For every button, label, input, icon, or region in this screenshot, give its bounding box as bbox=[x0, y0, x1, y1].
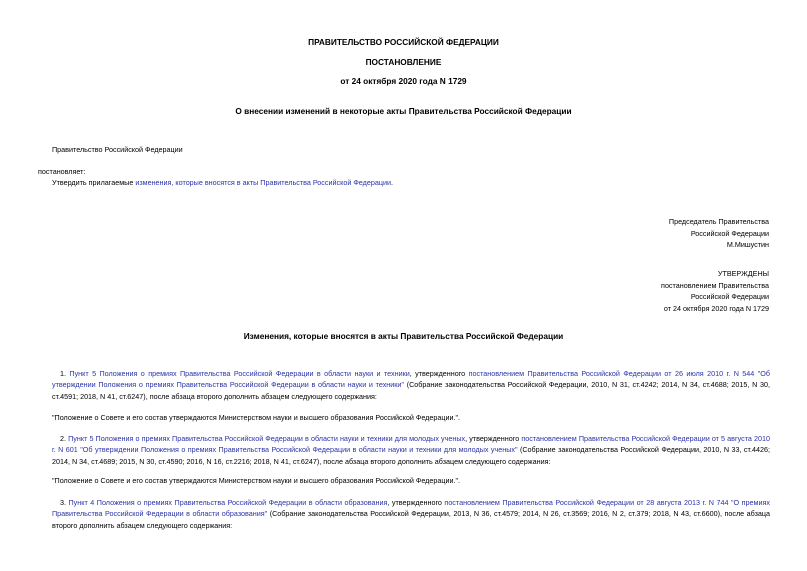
item-number: 2. bbox=[60, 434, 69, 443]
item-3-clause-link[interactable]: Пункт 4 Положения о премиях Правительства Российской Федерации в области образования bbox=[68, 498, 388, 507]
approved-by: постановлением Правительства bbox=[661, 280, 769, 290]
item-text: , утвержденного bbox=[387, 498, 445, 507]
item-2-decree-link[interactable]: постановлением Правительства Российской Федерации от 5 августа 2010 г. N 601 "Об утверждении Положения о премиях Правительства Российской Федерации в области науки и техники для молодых ученых" bbox=[52, 434, 770, 455]
change-item-3 bbox=[52, 497, 770, 531]
doc-title: О внесении изменений в некоторые акты Правительства Российской Федерации bbox=[235, 106, 572, 116]
item-number: 1. bbox=[60, 369, 70, 378]
item-2-clause-link[interactable]: Пункт 5 Положения о премиях Правительства Российской Федерации в области науки и техники для молодых ученых bbox=[68, 434, 466, 443]
item-3-decree-link[interactable]: постановлением Правительства Российской Федерации от 28 августа 2013 г. N 744 "О премиях Правительства Российской Федерации в области образования" bbox=[52, 498, 770, 519]
signature-org: Российской Федерации bbox=[690, 228, 769, 238]
approved-date: от 24 октября 2020 года N 1729 bbox=[663, 303, 769, 313]
item-text: (Собрание законодательства Российской Федерации, 2010, N 33, ст.4426; 2014, N 34, ст.4689; 2015, N 30, ст.4590; 2016, N 16, ст.2216; 2018, N 41, ст.6247), после абзаца второго дополнить абзацем следующего содержания: bbox=[52, 445, 770, 466]
change-item-2 bbox=[52, 433, 770, 467]
item-1-decree-link[interactable]: постановлением Правительства Российской Федерации от 26 июля 2010 г. N 544 "Об утверждении Положения о премиях Правительства Российской Федерации в области науки и техники" bbox=[52, 369, 770, 390]
changes-title: Изменения, которые вносятся в акты Правительства Российской Федерации bbox=[243, 331, 564, 341]
item-text: (Собрание законодательства Российской Федерации, 2013, N 36, ст.4579; 2014, N 26, ст.3569; 2016, N 2, ст.379; 2018, N 43, ст.6600), после абзаца второго дополнить абзацем следующего содержания: bbox=[52, 509, 770, 530]
approve-prefix: Утвердить прилагаемые bbox=[52, 178, 136, 187]
approve-suffix: . bbox=[390, 178, 393, 187]
doc-type: ПОСТАНОВЛЕНИЕ bbox=[365, 57, 442, 67]
item-1-quote: "Положение о Совете и его состав утверждаются Министерством науки и высшего образования Российской Федерации.". bbox=[52, 413, 461, 422]
change-item-1 bbox=[52, 368, 770, 402]
signature-block bbox=[669, 216, 769, 251]
approved-org: Российской Федерации bbox=[690, 292, 769, 301]
signature-position: Председатель Правительства bbox=[668, 217, 769, 226]
item-text: , утвержденного bbox=[409, 369, 469, 378]
doc-date: от 24 октября 2020 года N 1729 bbox=[340, 76, 467, 86]
item-1-clause-link[interactable]: Пункт 5 Положения о премиях Правительства Российской Федерации в области науки и техники bbox=[69, 369, 410, 378]
item-2-quote: "Положение о Совете и его состав утверждаются Министерством науки и высшего образования Российской Федерации.". bbox=[52, 476, 461, 485]
approved-block bbox=[661, 268, 769, 314]
approved-label: УТВЕРЖДЕНЫ bbox=[717, 269, 769, 278]
intro-decree: постановляет: bbox=[38, 167, 86, 176]
intro-government: Правительство Российской Федерации bbox=[52, 145, 183, 154]
gov-heading: ПРАВИТЕЛЬСТВО РОССИЙСКОЙ ФЕДЕРАЦИИ bbox=[308, 37, 499, 47]
approve-changes-link[interactable]: изменения, которые вносятся в акты Правительства Российской Федерации bbox=[135, 178, 391, 187]
signature-name: М.Мишустин bbox=[726, 240, 769, 249]
item-text: (Собрание законодательства Российской Федерации, 2010, N 31, ст.4242; 2014, N 34, ст.4688; 2015, N 30, ст.4591; 2018, N 41, ст.6247), после абзаца второго дополнить абзацем следующего содержания: bbox=[52, 380, 770, 401]
item-number: 3. bbox=[60, 498, 69, 507]
approve-sentence bbox=[52, 177, 393, 188]
item-text: , утвержденного bbox=[465, 434, 522, 443]
